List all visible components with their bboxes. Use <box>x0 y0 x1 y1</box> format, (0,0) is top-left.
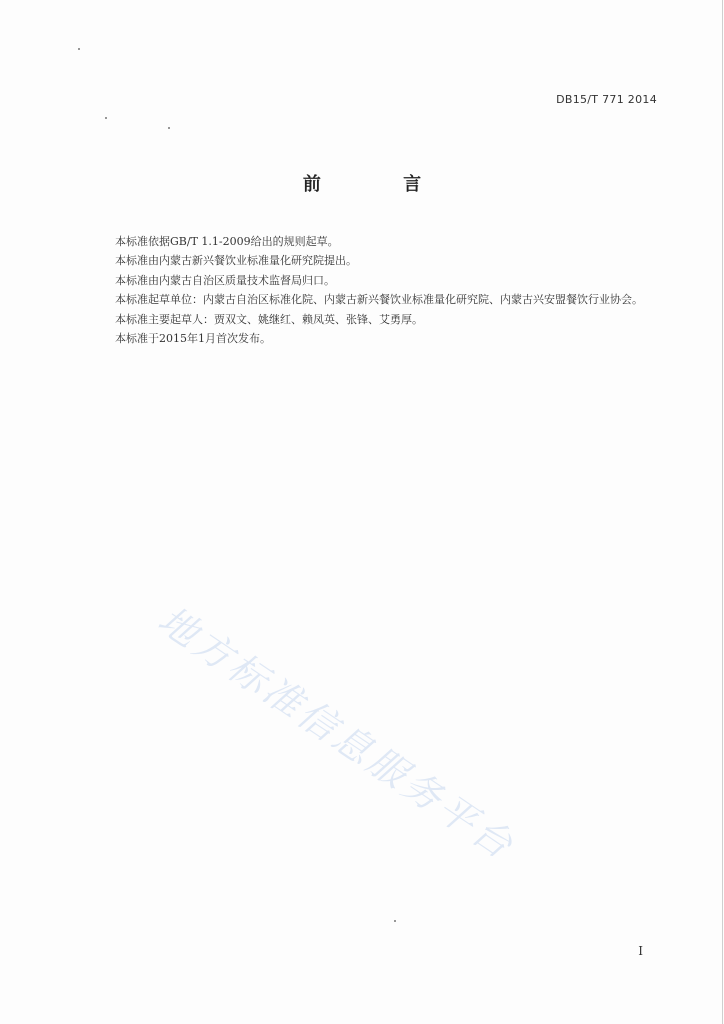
watermark: 地方标准信息服务平台 <box>150 597 524 869</box>
page-number: I <box>638 944 643 958</box>
scan-speck <box>168 127 170 129</box>
document-code: DB15/T 771 2014 <box>556 93 657 106</box>
paragraph: 本标准起草单位：内蒙古自治区标准化院、内蒙古新兴餐饮业标准量化研究院、内蒙古兴安盟餐饮行业协会。 <box>115 293 643 307</box>
scan-edge-line <box>722 0 723 1024</box>
page-title: 前 言 <box>302 174 460 195</box>
foreword-body <box>88 232 668 348</box>
paragraph: 本标准由内蒙古自治区质量技术监督局归口。 <box>115 273 335 287</box>
paragraph: 本标准主要起草人：贾双文、姚继红、赖凤英、张锋、艾勇厚。 <box>115 312 423 326</box>
scan-speck <box>105 117 107 119</box>
paragraph: 本标准由内蒙古新兴餐饮业标准量化研究院提出。 <box>115 254 357 268</box>
scan-speck <box>394 920 396 922</box>
paragraph: 本标准于2015年1月首次发布。 <box>115 332 271 346</box>
paragraph: 本标准依据GB/T 1.1-2009给出的规则起草。 <box>115 235 339 248</box>
scan-speck <box>78 48 80 50</box>
